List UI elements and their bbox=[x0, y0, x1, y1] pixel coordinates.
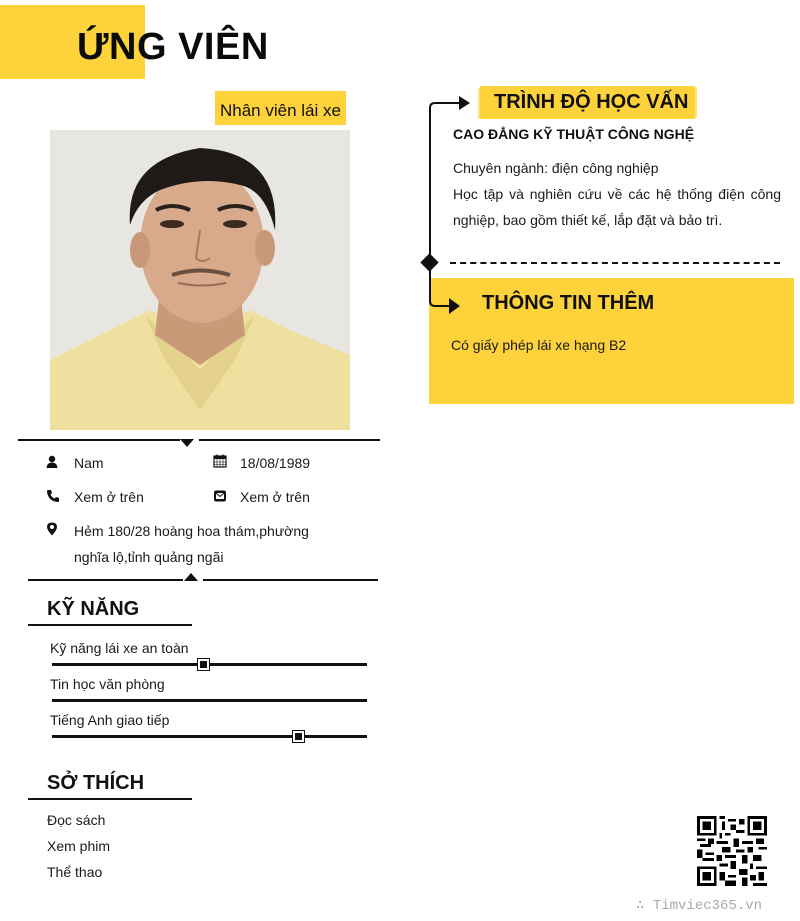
timeline-arrow-icon bbox=[427, 94, 473, 114]
address-line-2: nghĩa lộ,tỉnh quảng ngãi bbox=[74, 549, 224, 565]
phone-value: Xem ở trên bbox=[74, 489, 144, 505]
address-line-1: Hẻm 180/28 hoàng hoa thám,phường bbox=[74, 523, 309, 539]
section-separator bbox=[450, 262, 780, 264]
extra-info-title: THÔNG TIN THÊM bbox=[482, 292, 655, 314]
timeline-line bbox=[429, 113, 431, 263]
info-divider-bottom bbox=[203, 579, 378, 581]
map-marker-icon bbox=[46, 522, 60, 536]
hobbies-underline bbox=[28, 798, 192, 800]
education-description: Học tập và nghiên cứu về các hệ thống điện công nghiệp, bao gồm thiết kế, lắp đặt và bảo trì. bbox=[453, 186, 781, 228]
skill-label: Tiếng Anh giao tiếp bbox=[50, 712, 170, 728]
skills-underline bbox=[28, 624, 192, 626]
candidate-photo bbox=[50, 130, 350, 430]
education-school: CAO ĐẲNG KỸ THUẬT CÔNG NGHỆ bbox=[453, 126, 695, 142]
extra-info-text: Có giấy phép lái xe hạng B2 bbox=[451, 337, 627, 353]
user-icon bbox=[46, 455, 60, 469]
gender-value: Nam bbox=[74, 455, 104, 471]
info-divider-top bbox=[18, 439, 180, 441]
footer-watermark[interactable]: ∴ Timviec365.vn bbox=[636, 898, 763, 914]
hobby-item: Xem phim bbox=[47, 838, 111, 854]
skill-slider[interactable] bbox=[52, 699, 367, 702]
envelope-icon bbox=[213, 489, 227, 503]
skill-slider-handle[interactable] bbox=[293, 731, 304, 742]
page-title: ỨNG VIÊN bbox=[77, 26, 269, 68]
education-title: TRÌNH ĐỘ HỌC VẤN bbox=[494, 91, 689, 113]
calendar-icon bbox=[213, 454, 227, 468]
job-title-badge: Nhân viên lái xe bbox=[215, 91, 346, 125]
info-divider-bottom bbox=[28, 579, 183, 581]
hobby-item: Đọc sách bbox=[47, 812, 106, 828]
birthday-value: 18/08/1989 bbox=[240, 455, 311, 471]
triangle-down-icon bbox=[180, 439, 194, 447]
skill-slider[interactable] bbox=[52, 735, 367, 738]
info-divider-top bbox=[199, 439, 380, 441]
email-value: Xem ở trên bbox=[240, 489, 310, 505]
skill-slider-handle[interactable] bbox=[198, 659, 209, 670]
skill-label: Kỹ năng lái xe an toàn bbox=[50, 640, 189, 656]
education-major: Chuyên ngành: điện công nghiệp bbox=[453, 160, 659, 176]
qr-code-icon[interactable] bbox=[697, 816, 767, 886]
hobbies-title: SỞ THÍCH bbox=[47, 772, 145, 794]
hobby-item: Thể thao bbox=[47, 864, 103, 880]
skill-slider[interactable] bbox=[52, 663, 367, 666]
triangle-up-icon bbox=[184, 573, 198, 581]
timeline-line bbox=[429, 268, 431, 296]
phone-icon bbox=[46, 489, 60, 503]
timeline-arrow-icon bbox=[427, 293, 463, 317]
skills-title: KỸ NĂNG bbox=[47, 598, 140, 620]
skill-label: Tin học văn phòng bbox=[50, 676, 165, 692]
